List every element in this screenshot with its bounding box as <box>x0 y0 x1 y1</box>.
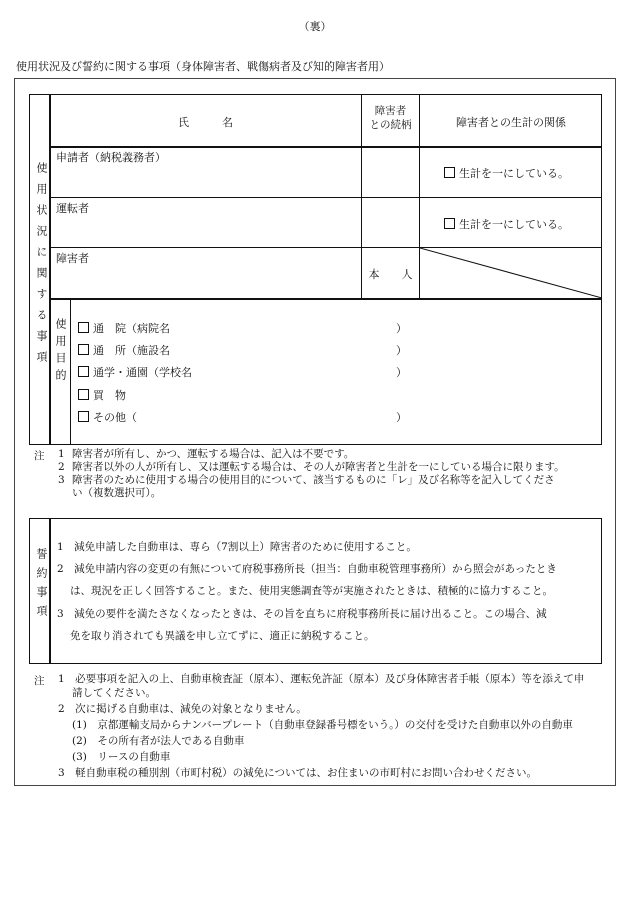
purpose-school-close: ） <box>396 366 407 379</box>
purpose-facility[interactable] <box>78 342 170 358</box>
blank-diagonal <box>420 248 602 298</box>
usage-side-label: 使用状況に関する事項 <box>35 162 48 372</box>
purpose-label: 通 院（病院名 <box>93 322 170 335</box>
checkbox[interactable] <box>78 389 89 400</box>
purpose-school[interactable] <box>78 364 192 380</box>
row-divider <box>49 197 602 198</box>
purpose-label: 買 物 <box>93 389 126 402</box>
checkbox[interactable] <box>78 366 89 377</box>
row-disabled-label: 障害者 <box>56 252 89 265</box>
pledge-line-3: は、現況を正しく回答すること。また、使用実態調査等が実施されたときは、積極的に協力すること。 <box>70 585 553 597</box>
purpose-label: その他（ <box>93 411 137 424</box>
pledge-divider <box>49 518 51 664</box>
purpose-facility-close: ） <box>396 344 407 357</box>
purpose-shopping[interactable] <box>78 387 126 403</box>
pledge-line-1: 1 減免申請した自動車は、専ら（7割以上）障害者のために使用すること。 <box>57 541 417 553</box>
purpose-other-close: ） <box>396 411 407 424</box>
livelihood-text: 生計を一にしている。 <box>459 218 569 231</box>
notes1-text-3: 障害者のために使用する場合の使用目的について、該当するものに「レ」及び名称等を記入してくださ <box>72 474 555 486</box>
notes2-line-1: 1 必要事項を記入の上、自動車検査証（原本）、運転免許証（原本）及び身体障害者手帳（原本）等を添えて申 <box>58 673 585 685</box>
notes2-line-4: (1) 京都運輸支局からナンバープレート（自動車登録番号標をいう。）の交付を受けた自動車以外の自動車 <box>72 719 573 731</box>
notes1-label: 注 <box>34 450 45 462</box>
notes2-line-3: 2 次に掲げる自動車は、減免の対象となりません。 <box>58 703 307 715</box>
row-driver-livelihood[interactable] <box>444 216 569 232</box>
row-divider <box>49 146 602 148</box>
notes1-text-1: 障害者が所有し、かつ、運転する場合は、記入は不要です。 <box>72 448 355 460</box>
header-relation <box>362 104 419 132</box>
row-applicant-label: 申請者（納税義務者） <box>56 151 166 164</box>
notes2-line-7: 3 軽自動車税の種別割（市町村税）の減免については、お住まいの市町村にお問い合わせください。 <box>58 767 537 779</box>
checkbox[interactable] <box>78 411 89 422</box>
purpose-label: 通 所（施設名 <box>93 344 170 357</box>
pledge-line-5: 免を取り消されても異議を申し立てずに、適正に納税すること。 <box>70 630 375 642</box>
header-name: 氏 名 <box>178 116 233 129</box>
notes1-num-3: 3 <box>58 474 65 486</box>
row-driver-label: 運転者 <box>56 202 89 215</box>
row-divider <box>49 298 602 300</box>
notes1-text-3-cont: い（複数選択可）。 <box>72 487 162 499</box>
notes2-line-5: (2) その所有者が法人である自動車 <box>72 735 245 747</box>
notes2-label: 注 <box>34 675 45 687</box>
header-relation-line2: との続柄 <box>369 119 412 131</box>
pledge-side-label: 誓約事項 <box>35 548 48 624</box>
checkbox[interactable] <box>444 218 455 229</box>
section-title: 使用状況及び誓約に関する事項（身体障害者、戦傷病者及び知的障害者用） <box>16 60 390 73</box>
livelihood-text: 生計を一にしている。 <box>459 167 569 180</box>
notes1-text-2: 障害者以外の人が所有し、又は運転する場合は、その人が障害者と生計を一にしている場合に限ります。 <box>72 461 565 473</box>
row-disabled-relation: 本 人 <box>368 268 413 281</box>
notes2-line-6: (3) リースの自動車 <box>72 751 171 763</box>
notes1-num-1: 1 <box>58 448 65 460</box>
notes2-line-2: 請してください。 <box>72 687 156 699</box>
pledge-line-4: 3 減免の要件を満たさなくなったときは、その旨を直ちに府税事務所長に届け出ること。この場合、減 <box>57 608 547 620</box>
row-applicant-livelihood[interactable] <box>444 165 569 181</box>
checkbox[interactable] <box>78 322 89 333</box>
page-side-label: （裏） <box>298 20 332 33</box>
checkbox[interactable] <box>444 167 455 178</box>
header-relation-line1: 障害者 <box>374 105 407 117</box>
header-livelihood: 障害者との生計の関係 <box>456 116 566 129</box>
purpose-side-label: 使用目的 <box>54 318 67 386</box>
pledge-line-2: 2 減免申請内容の変更の有無について府税事務所長（担当：自動車税管理事務所）から照会があったとき <box>57 563 557 575</box>
purpose-other[interactable] <box>78 409 137 425</box>
purpose-hospital-close: ） <box>396 322 407 335</box>
purpose-label: 通学・通園（学校名 <box>93 366 192 379</box>
checkbox[interactable] <box>78 344 89 355</box>
purpose-hospital[interactable] <box>78 320 170 336</box>
notes1-num-2: 2 <box>58 461 65 473</box>
col-divider <box>70 298 71 445</box>
